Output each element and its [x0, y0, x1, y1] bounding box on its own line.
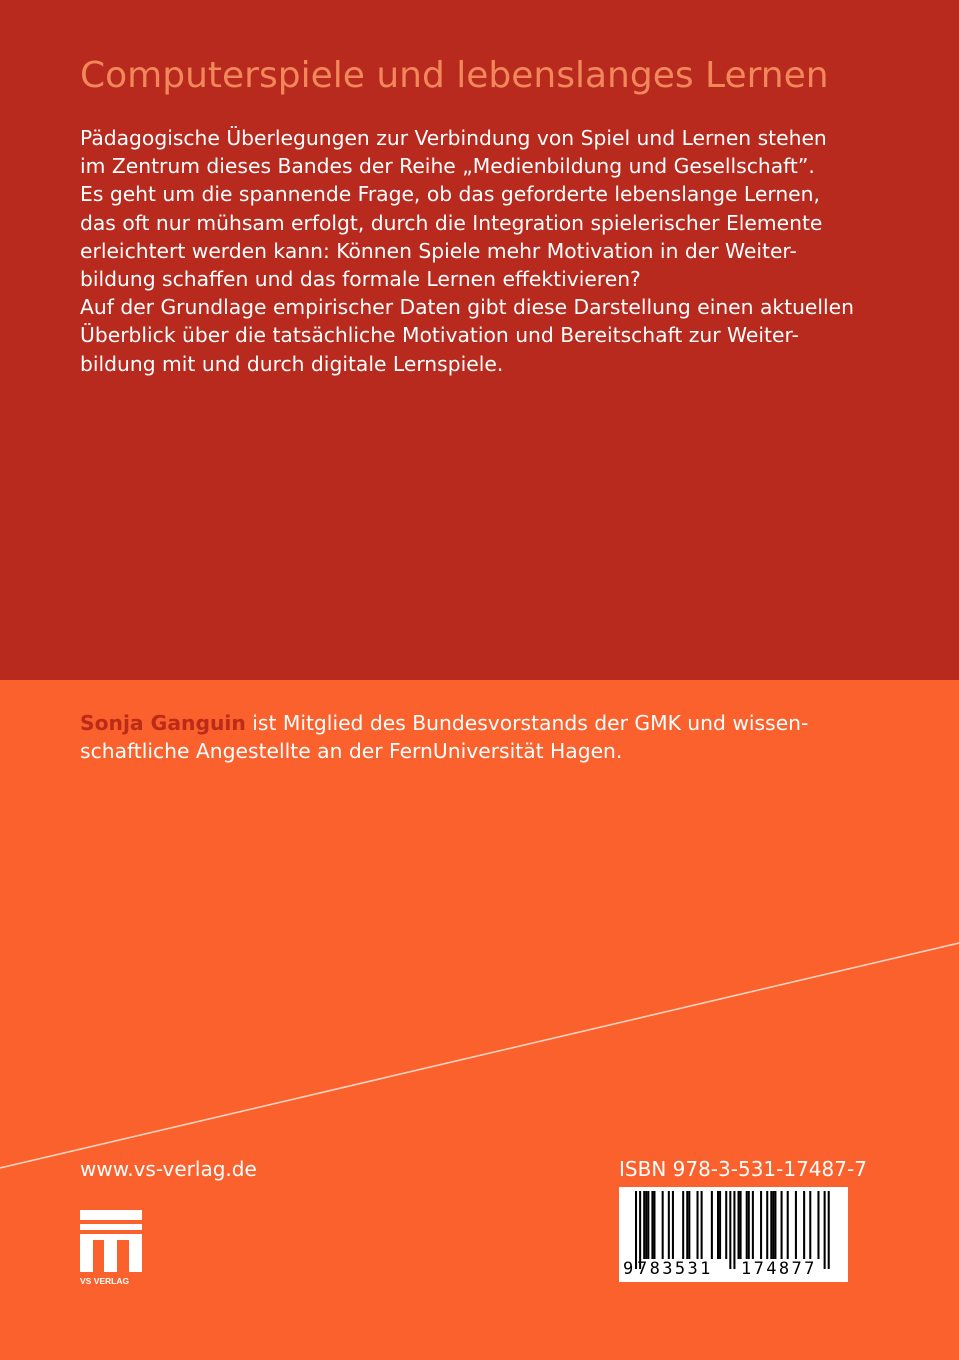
- barcode-bar: [686, 1191, 688, 1259]
- barcode-bar: [803, 1191, 805, 1259]
- blurb-line: Pädagogische Überlegungen zur Verbindung von Spiel und Lernen stehen: [80, 126, 827, 150]
- blurb-text: [80, 124, 900, 378]
- barcode-bar: [748, 1191, 750, 1259]
- barcode-bar: [809, 1191, 811, 1259]
- author-bio: [80, 709, 900, 765]
- barcode-bar: [795, 1191, 797, 1259]
- blurb-line: bildung mit und durch digitale Lernspiele.: [80, 351, 504, 376]
- blurb-line: Auf der Grundlage empirischer Daten gibt diese Darstellung einen aktuellen: [80, 295, 855, 320]
- isbn-text: ISBN 978-3-531-17487-7: [619, 1157, 867, 1181]
- barcode-bar: [647, 1191, 649, 1259]
- barcode-bar: [746, 1191, 748, 1259]
- barcode-bar: [772, 1191, 774, 1259]
- publisher-logo: [80, 1210, 142, 1286]
- barcode-bar: [653, 1191, 655, 1259]
- barcode-bar: [668, 1191, 670, 1259]
- barcode-bar: [787, 1191, 789, 1259]
- barcode-bar: [760, 1191, 762, 1259]
- barcode-bar: [645, 1191, 647, 1259]
- blurb-line: im Zentrum dieses Bandes der Reihe „Medienbildung und Gesellschaft”.: [80, 154, 815, 179]
- vs-verlag-logo-icon: [80, 1210, 142, 1286]
- barcode-bar: [697, 1191, 699, 1259]
- barcode-bar: [770, 1191, 772, 1259]
- barcode-first-digit: 9: [623, 1259, 634, 1279]
- barcode-left-group: 783531: [637, 1259, 713, 1279]
- book-title: Computerspiele und lebenslanges Lernen: [80, 55, 829, 96]
- isbn-barcode: [619, 1187, 848, 1282]
- publisher-url: www.vs-verlag.de: [80, 1157, 257, 1181]
- barcode-bar: [682, 1191, 684, 1259]
- blurb-line: bildung schaffen und das formale Lernen effektivieren?: [80, 267, 641, 292]
- barcode-bar: [711, 1191, 713, 1259]
- barcode-bar: [817, 1191, 819, 1259]
- author-name: Sonja Ganguin: [80, 711, 246, 735]
- blurb-line: das oft nur mühsam erfolgt, durch die Integration spielerischer Elemente: [80, 210, 823, 235]
- barcode-bar: [725, 1191, 727, 1259]
- barcode-bar: [766, 1191, 768, 1259]
- barcode-bar: [781, 1191, 783, 1259]
- blurb-line: Überblick über die tatsächliche Motivation und Bereitschaft zur Weiter-: [80, 323, 799, 348]
- barcode-bar: [688, 1191, 690, 1259]
- publisher-logo-text: VS VERLAG: [80, 1276, 130, 1286]
- barcode-bar: [717, 1191, 719, 1259]
- barcode-bar: [774, 1191, 776, 1259]
- author-bio-line: [80, 709, 900, 737]
- barcode-bar: [738, 1191, 740, 1259]
- barcode-bar: [719, 1191, 721, 1259]
- author-bio-text: ist Mitglied des Bundesvorstands der GMK und wissen-: [245, 711, 809, 735]
- blurb-line: Es geht um die spannende Frage, ob das geforderte lebenslange Lernen,: [80, 182, 820, 207]
- barcode-bar: [740, 1191, 742, 1259]
- blurb-line: erleichtert werden kann: Können Spiele mehr Motivation in der Weiter-: [80, 238, 797, 263]
- barcode-bar: [672, 1191, 674, 1259]
- barcode-bar: [651, 1191, 653, 1259]
- barcode-right-group: 174877: [741, 1259, 817, 1279]
- barcode-bar: [662, 1191, 664, 1259]
- barcode-bar: [643, 1191, 645, 1259]
- barcode-bar: [752, 1191, 754, 1259]
- author-bio-line: schaftliche Angestellte an der FernUniversität Hagen.: [80, 739, 623, 764]
- barcode-bar: [701, 1191, 703, 1259]
- barcode-digits: [619, 1258, 848, 1280]
